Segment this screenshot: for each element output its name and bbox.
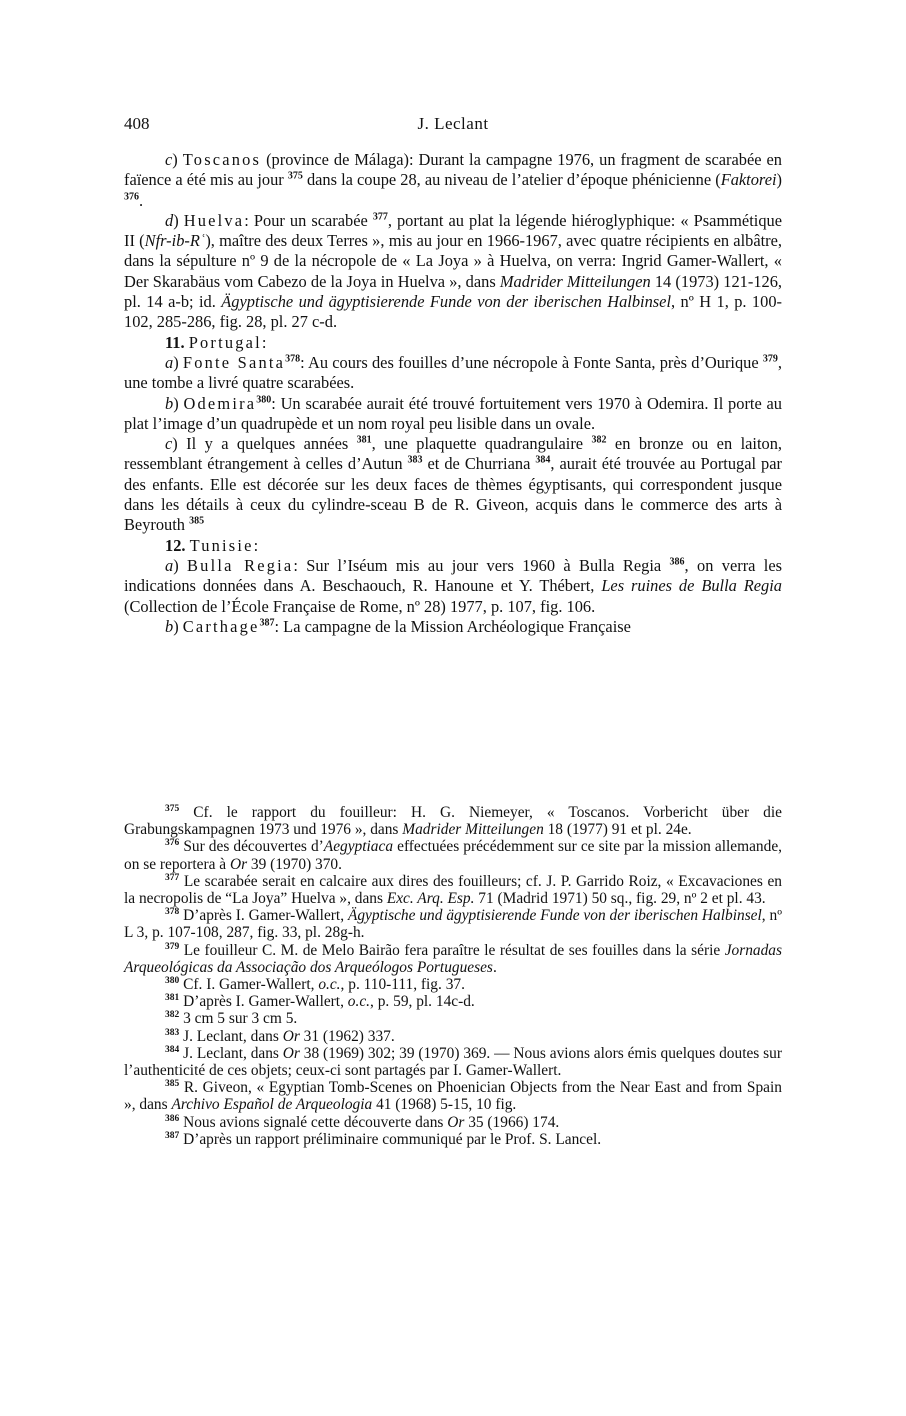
italic-text: Or	[229, 855, 248, 873]
text-run: )	[173, 393, 184, 413]
body-paragraph	[124, 617, 782, 637]
footnote	[124, 1079, 782, 1113]
spaced-heading: Tunisie	[189, 535, 254, 555]
text-run: , on verra les indications données dans A. Beschaouch, R. Hanoune et Y. Thébert,	[124, 555, 783, 596]
footnote-reference: 377	[372, 211, 388, 223]
text-run: : Un scarabée aurait été trouvé fortuitement vers 1970 à Odemira. Il porte au plat l’image d’un quadrupède et un nom royal peu lisible dans un ovale.	[124, 393, 783, 433]
footnote-reference: 386	[669, 556, 685, 568]
footnote-reference: 382	[591, 434, 607, 446]
text-run: Sur des découvertes d’	[183, 838, 324, 856]
italic-text: Nfr-ib-Rʿ	[144, 231, 206, 251]
text-run: (province de Málaga): Durant la campagne 1976, un fragment de scarabée en faïence a été mis au jour	[124, 150, 782, 190]
footnote-number: 383	[165, 1027, 180, 1038]
text-run: D’après un rapport préliminaire communiqué par le Prof. S. Lancel.	[183, 1130, 602, 1148]
spaced-heading: Carthage	[182, 616, 260, 636]
text-run: )	[173, 616, 183, 636]
italic-text: Madrider Mitteilungen	[402, 821, 544, 839]
footnote	[124, 1010, 782, 1027]
footnote-number: 385	[165, 1079, 180, 1090]
italic-text: Aegyptiaca	[323, 838, 394, 856]
footnote-reference: 375	[287, 170, 303, 182]
text-run: , p. 59, pl. 14c-d.	[370, 993, 475, 1011]
text-run: J. Leclant, dans	[183, 1027, 283, 1045]
text-run: et de Churriana	[422, 454, 536, 474]
text-run: , une tombe a livré quatre scarabées.	[124, 352, 782, 393]
footnote-number: 375	[165, 803, 180, 814]
footnote-number: 379	[165, 941, 180, 952]
body-paragraph	[124, 556, 782, 617]
footnote-number: 376	[165, 838, 180, 849]
footnote-reference: 376	[124, 191, 139, 203]
text-run: .	[139, 190, 144, 210]
spaced-heading: Fonte Santa	[182, 352, 286, 372]
italic-text: a	[165, 555, 174, 575]
text-run: )	[173, 555, 188, 575]
text-run: : La campagne de la Mission Archéologique Française	[274, 616, 631, 636]
footnote-reference: 385	[189, 515, 205, 527]
footnote-reference: 379	[762, 353, 778, 365]
text-run: effectuées précédemment sur ce site par la mission allemande, on se reportera à	[124, 838, 782, 873]
italic-text: a	[165, 352, 174, 372]
spaced-heading: Huelva	[183, 210, 245, 230]
footnote-reference: 380	[256, 394, 272, 406]
body-paragraph	[124, 353, 782, 394]
italic-text: Archivo Español de Arqueologia	[171, 1096, 373, 1114]
spaced-heading: Odemira	[183, 393, 257, 413]
running-title-author: J. Leclant	[417, 114, 489, 133]
footnote-number: 380	[165, 975, 180, 986]
text-run: 14 (1973) 121-126, pl. 14 a-b; id.	[124, 271, 783, 312]
italic-text: Exc. Arq. Esp.	[386, 890, 475, 908]
footnote-number: 378	[165, 907, 180, 918]
footnotes	[124, 804, 782, 1148]
italic-text: c	[165, 150, 173, 169]
text-run: : Au cours des fouilles d’une nécropole à Fonte Santa, près d’Ourique	[300, 352, 763, 372]
running-header	[124, 114, 782, 140]
footnote-reference: 387	[259, 617, 275, 629]
text-run: D’après I. Gamer-Wallert,	[183, 907, 348, 925]
footnote-reference: 384	[535, 454, 551, 466]
italic-text: Or	[447, 1113, 465, 1131]
footnote	[124, 942, 782, 976]
text-run: ) Il y a quelques années	[172, 434, 357, 454]
footnote	[124, 838, 782, 872]
footnote	[124, 907, 782, 941]
spaced-heading: Portugal	[188, 332, 262, 352]
footnote-number: 377	[165, 872, 180, 883]
section-number: 12.	[165, 535, 186, 555]
footnote	[124, 804, 782, 838]
italic-text: Or	[282, 1027, 300, 1045]
body-paragraph	[124, 536, 782, 556]
text-run: : Sur l’Iséum mis au jour vers 1960 à Bulla Regia	[293, 555, 670, 575]
text-run: , portant au plat la légende hiéroglyphique: « Psammétique II (	[124, 210, 782, 251]
main-text	[124, 150, 782, 637]
italic-text: b	[165, 393, 174, 413]
italic-text: o.c.	[318, 976, 341, 994]
text-run: (Collection de l’École Française de Rome, nº 28) 1977, p. 107, fig. 106.	[124, 596, 596, 616]
text-run: )	[172, 150, 183, 169]
text-run: D’après I. Gamer-Wallert,	[183, 993, 348, 1011]
footnote	[124, 873, 782, 907]
body-paragraph	[124, 434, 782, 535]
text-run: :	[253, 535, 259, 555]
footnote-reference: 381	[356, 434, 372, 446]
section-number: 11.	[165, 332, 185, 352]
text-run: J. Leclant, dans	[183, 1044, 283, 1062]
text-run: Cf. le rapport du fouilleur: H. G. Niemeyer, « Toscanos. Vorbericht über die Grabungskampagnen 1973 und 1976 », dans	[124, 804, 782, 839]
footnote	[124, 1045, 782, 1079]
text-run: , nº H 1, p. 100-102, 285-286, fig. 28, pl. 27 c-d.	[124, 292, 782, 332]
text-run: )	[776, 170, 782, 190]
italic-text: Jornadas Arqueológicas da Associação dos Arqueólogos Portugueses	[124, 941, 782, 976]
text-run: , aurait été trouvée au Portugal par des enfants. Elle est décorée sur les deux faces de thèmes égyptisants, qui correspondent jusque dans les détails à ceux du cylindre-sceau B de R. Giveon, acquis dans le commerce des arts à Beyrouth	[124, 454, 782, 535]
text-run: 3 cm 5 sur 3 cm 5.	[183, 1010, 298, 1028]
footnote	[124, 1028, 782, 1045]
body-paragraph	[124, 333, 782, 353]
text-run: Le fouilleur C. M. de Melo Bairão fera paraître le résultat de ses fouilles dans la série	[183, 941, 725, 959]
text-run: 18 (1977) 91 et pl. 24e.	[543, 821, 692, 839]
text-run: dans la coupe 28, au niveau de l’atelier d’époque phénicienne (	[302, 170, 721, 190]
italic-text: d	[165, 210, 174, 230]
italic-text: Ägyptische und ägyptisierende Funde von der iberischen Halbinsel	[221, 292, 672, 312]
footnote-number: 387	[165, 1130, 180, 1141]
text-run: , p. 110-111, fig. 37.	[340, 976, 465, 994]
footnote	[124, 976, 782, 993]
text-run: 41 (1968) 5-15, 10 fig.	[372, 1096, 517, 1114]
footnote-number: 386	[165, 1113, 180, 1124]
text-run: 31 (1962) 337.	[299, 1027, 395, 1045]
text-run: .	[492, 958, 497, 976]
footnote	[124, 993, 782, 1010]
text-run: Le scarabée serait en calcaire aux dires des fouilleurs; cf. J. P. Garrido Roiz, « Excavaciones en la necropolis de “La Joya” Huelva », dans	[124, 872, 782, 908]
text-run: :	[261, 332, 267, 352]
footnote-number: 384	[165, 1044, 180, 1055]
body-paragraph	[124, 394, 782, 435]
footnote-number: 381	[165, 993, 180, 1004]
italic-text: Ägyptische und ägyptisierende Funde von der iberischen Halbinsel	[347, 907, 762, 925]
text-run: 39 (1970) 370.	[247, 855, 342, 873]
italic-text: c	[165, 434, 173, 454]
footnote	[124, 1114, 782, 1131]
italic-text: Or	[282, 1044, 300, 1062]
text-run: , une plaquette quadrangulaire	[371, 434, 592, 454]
italic-text: b	[165, 616, 174, 636]
text-run: ), maître des deux Terres », mis au jour en 1966-1967, avec quatre récipients en albâtre, dans la sépulture nº 9 de la nécropole de « La Joya » à Huelva, on verra: Ingrid Gamer-Wallert, « Der Skarabäus vom Cabezo de la Joya in Huelva », dans	[124, 231, 782, 291]
italic-text: Les ruines de Bulla Regia	[601, 576, 782, 596]
italic-text: o.c.	[347, 993, 371, 1011]
text-run: Nous avions signalé cette découverte dans	[183, 1113, 448, 1131]
spaced-heading: Bulla Regia	[187, 555, 294, 575]
text-run: : Pour un scarabée	[244, 210, 373, 230]
body-paragraph	[124, 150, 782, 211]
italic-text: Faktorei	[720, 170, 777, 190]
footnote	[124, 1131, 782, 1148]
spaced-heading: Toscanos	[182, 150, 262, 169]
page-number: 408	[124, 114, 150, 133]
text-run: R. Giveon, « Egyptian Tomb-Scenes on Phoenician Objects from the Near East and from Spain », dans	[124, 1079, 782, 1114]
text-run: 38 (1969) 302; 39 (1970) 369. — Nous avions alors émis quelques doutes sur l’authenticité de ces objets; ceux-ci sont partagés par I. Gamer-Wallert.	[124, 1044, 782, 1080]
text-run: , nº L 3, p. 107-108, 287, fig. 33, pl. 28g-h.	[124, 907, 782, 942]
text-run: )	[173, 210, 184, 230]
text-run: 71 (Madrid 1971) 50 sq., fig. 29, nº 2 et pl. 43.	[474, 890, 766, 908]
italic-text: Madrider Mitteilungen	[499, 271, 651, 291]
text-run: )	[173, 352, 183, 372]
body-paragraph	[124, 211, 782, 333]
text-run: Cf. I. Gamer-Wallert,	[183, 976, 319, 994]
text-run: 35 (1966) 174.	[464, 1113, 560, 1131]
footnote-number: 382	[165, 1010, 180, 1021]
footnote-reference: 383	[407, 454, 423, 466]
text-run: en bronze ou en laiton, ressemblant étrangement à celles d’Autun	[124, 434, 782, 474]
footnote-reference: 378	[285, 353, 301, 365]
